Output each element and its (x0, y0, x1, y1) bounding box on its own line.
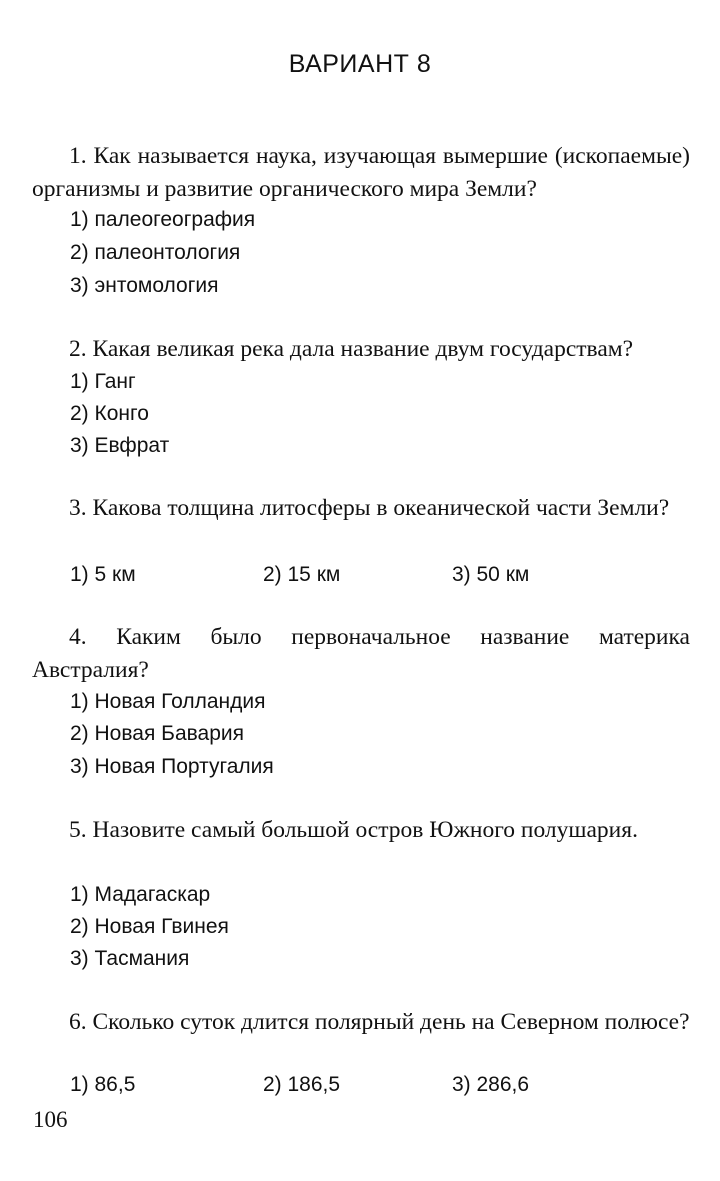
question-2-text: 2. Какая великая река дала название двум государствам? (69, 336, 634, 362)
question-3-options (70, 558, 670, 591)
question-6-option-1: 1) 86,5 (70, 1073, 136, 1096)
question-3-option-3: 3) 50 км (452, 563, 530, 586)
question-4-option-3: 3) Новая Португалия (70, 755, 274, 778)
question-2-option-3: 3) Евфрат (70, 434, 170, 457)
question-4-option-2: 2) Новая Бавария (70, 722, 244, 745)
question-6-option-2: 2) 186,5 (263, 1073, 341, 1096)
question-3-option-1: 1) 5 км (70, 563, 136, 586)
question-1-text: 1. Как называется наука, изучающая вымершие (ископаемые) организмы и развитие органического мира Земли? (32, 143, 690, 202)
page-title: ВАРИАНТ 8 (288, 50, 432, 78)
question-1-option-3: 3) энтомология (70, 274, 219, 297)
question-1-option-1: 1) палеогеография (70, 208, 256, 231)
question-2-option-1: 1) Ганг (70, 370, 136, 393)
question-5-option-2: 2) Новая Гвинея (70, 915, 229, 938)
question-5-option-3: 3) Тасмания (70, 947, 190, 970)
question-4-option-1: 1) Новая Голландия (70, 690, 266, 713)
page-number: 106 (33, 1107, 68, 1132)
question-3-text: 3. Какова толщина литосферы в океанической части Земли? (69, 495, 670, 521)
question-5-text: 5. Назовите самый большой остров Южного полушария. (69, 817, 638, 843)
question-6-text: 6. Сколько суток длится полярный день на Северном полюсе? (69, 1009, 690, 1035)
question-1-option-2: 2) палеонтология (70, 241, 241, 264)
question-6-option-3: 3) 286,6 (452, 1073, 530, 1096)
question-5-option-1: 1) Мадагаскар (70, 883, 211, 906)
question-4-text: 4. Каким было первоначальное название материка Австралия? (32, 624, 690, 683)
question-3-option-2: 2) 15 км (263, 563, 341, 586)
question-2-option-2: 2) Конго (70, 402, 149, 425)
question-6-options (70, 1068, 670, 1101)
